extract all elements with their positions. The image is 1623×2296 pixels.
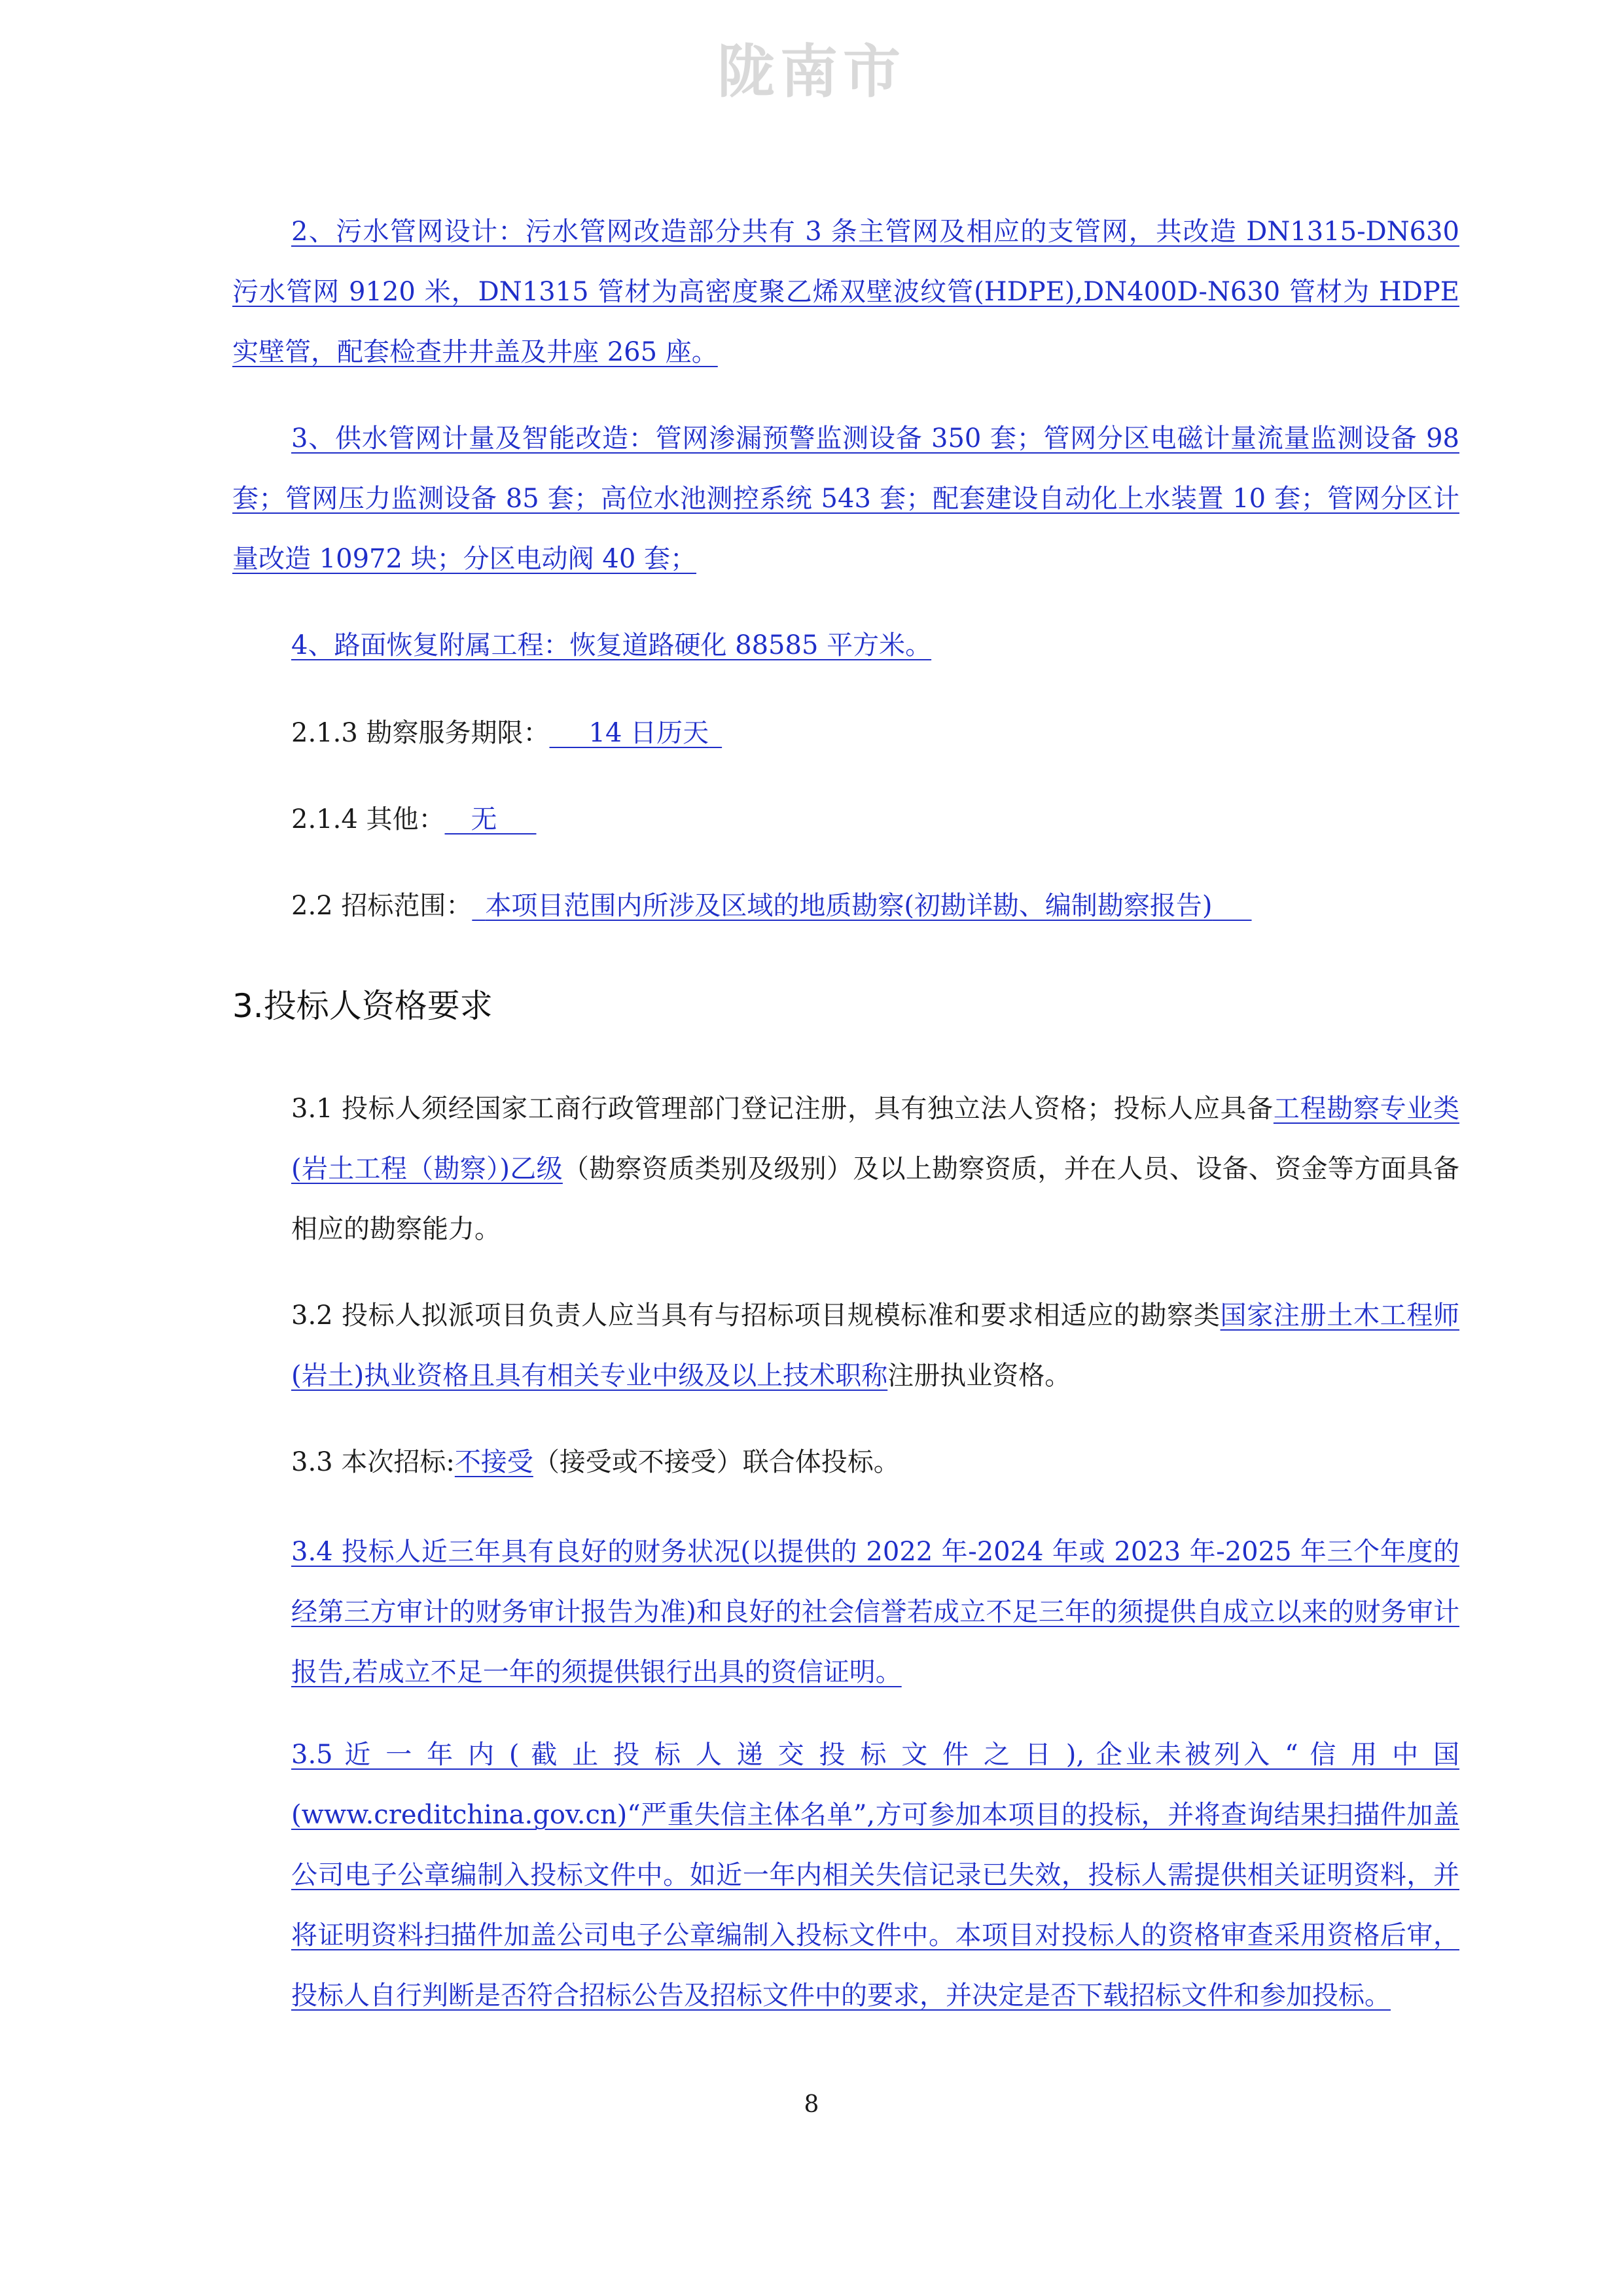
s33-consortium: 不接受 xyxy=(454,1447,533,1477)
section-3-3 xyxy=(291,1432,1459,1492)
service-period xyxy=(291,713,722,753)
item-3-text: 3、供水管网计量及智能改造：管网渗漏预警监测设备 350 套；管网分区电磁计量流量监测设备 98 套；管网压力监测设备 85 套；高位水池测控系统 543 套；配套建设自动化上水装置 10 套；管网分区计量改造 10972 块；分区电动阀 40 套； xyxy=(232,423,1459,574)
section-3-1 xyxy=(291,1079,1459,1259)
service-period-value: 14 日历天 xyxy=(588,718,709,748)
s31-qualification: 工程勘察专业类(岩土工程（勘察）)乙级 xyxy=(291,1094,1460,1184)
s33-after: （接受或不接受）联合体投标。 xyxy=(533,1447,900,1477)
other-value: 无 xyxy=(471,804,497,834)
watermark: 陇南市 xyxy=(717,38,906,105)
s33-before: 3.3 本次招标: xyxy=(291,1447,455,1477)
s31-after: （勘察资质类别及级别）及以上勘察资质，并在人员、设备、资金等方面具备相应的勘察能力。 xyxy=(291,1154,1459,1244)
section-3-4 xyxy=(291,1522,1459,1702)
item-3-water-supply xyxy=(232,408,1459,589)
other-label: 2.1.4 其他： xyxy=(291,804,445,834)
service-period-label: 2.1.3 勘察服务期限： xyxy=(291,718,550,748)
s32-after: 注册执业资格。 xyxy=(887,1361,1071,1391)
other-field xyxy=(291,800,537,839)
bid-scope-label: 2.2 招标范围： xyxy=(291,891,473,921)
item-2-sewer-design xyxy=(232,202,1459,382)
s34-text: 3.4 投标人近三年具有良好的财务状况(以提供的 2022 年-2024 年或 2023 年-2025 年三个年度的经第三方审计的财务审计报告为准)和良好的社会信誉若成立不足三年的须提供自成立以来的财务审计报告,若成立不足一年的须提供银行出具的资信证明。 xyxy=(291,1537,1459,1687)
page-number: 8 xyxy=(804,2091,819,2118)
s32-before: 3.2 投标人拟派项目负责人应当具有与招标项目规模标准和要求相适应的勘察类 xyxy=(291,1300,1221,1331)
s35-text: 3.5 近 一 年 内 ( 截 止 投 标 人 递 交 投 标 文 件 之 日 ), 企业未被列入 “ 信 用 中 国(www.creditchina.gov.cn)“严重失信主体名单”,方可参加本项目的投标，并将查询结果扫描件加盖公司电子公章编制入投标文件中。如近一年内相关失信记录已失效，投标人需提供相关证明资料，并将证明资料扫描件加盖公司电子公章编制入投标文件中。本项目对投标人的资格审查采用资格后审，投标人自行判断是否符合招标公告及招标文件中的要求，并决定是否下载招标文件和参加投标。 xyxy=(291,1740,1459,2011)
section-3-2 xyxy=(291,1285,1459,1406)
section-heading-3: 3.投标人资格要求 xyxy=(232,987,493,1025)
bid-scope xyxy=(291,886,1252,925)
item-4-text: 4、路面恢复附属工程：恢复道路硬化 88585 平方米。 xyxy=(291,630,932,660)
s31-before: 3.1 投标人须经国家工商行政管理部门登记注册，具有独立法人资格；投标人应具备 xyxy=(291,1094,1274,1124)
section-3-5 xyxy=(291,1725,1459,2026)
s32-qualification: 国家注册土木工程师(岩土)执业资格且具有相关专业中级及以上技术职称 xyxy=(291,1300,1460,1391)
bid-scope-value: 本项目范围内所涉及区域的地质勘察(初勘详勘、编制勘察报告) xyxy=(485,891,1213,921)
item-4-road-restoration xyxy=(232,615,1459,675)
item-2-text: 2、污水管网设计：污水管网改造部分共有 3 条主管网及相应的支管网，共改造 DN1315-DN630 污水管网 9120 米，DN1315 管材为高密度聚乙烯双壁波纹管(HDPE),DN400D-N630 管材为 HDPE 实壁管，配套检查井井盖及井座 265 座。 xyxy=(232,217,1459,367)
